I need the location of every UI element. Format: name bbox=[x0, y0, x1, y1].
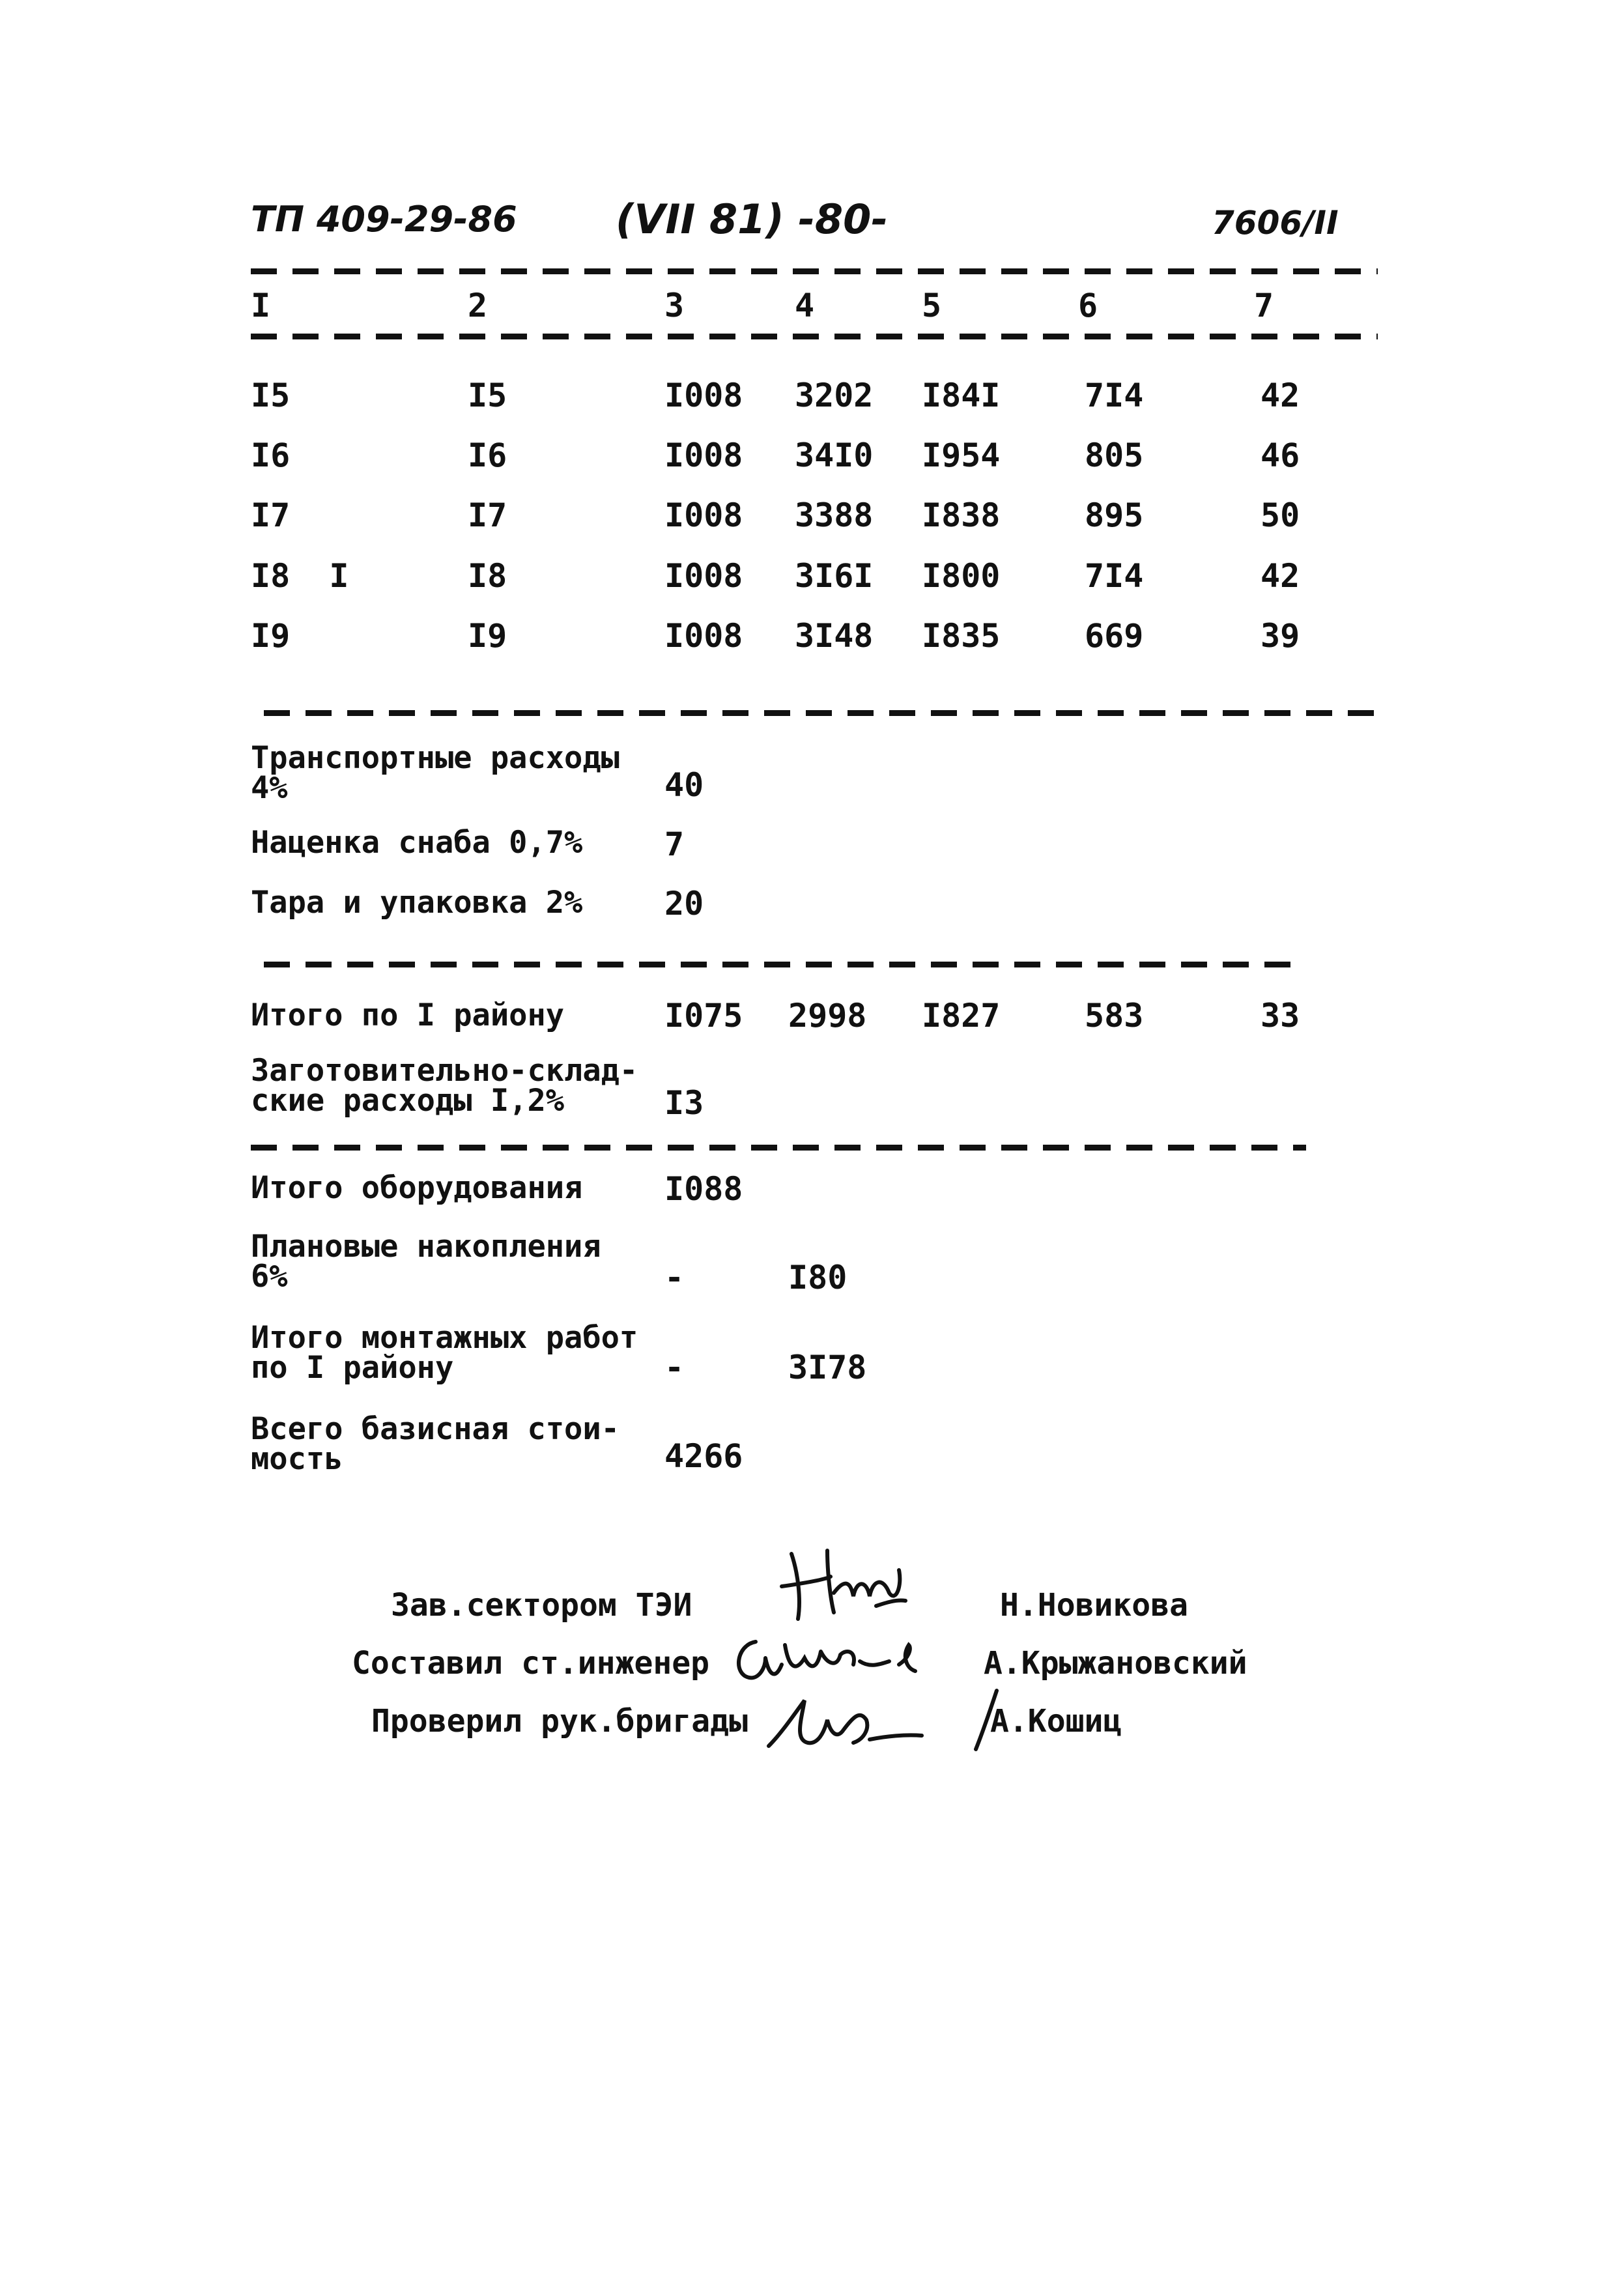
col-header-4: 4 bbox=[795, 287, 815, 324]
divider bbox=[251, 268, 1378, 274]
col-header-5: 5 bbox=[922, 287, 942, 324]
cell: I5 bbox=[468, 377, 507, 414]
signature-role: Проверил рук.бригады bbox=[371, 1703, 748, 1739]
cell: I838 bbox=[922, 496, 1001, 534]
cell: I6 bbox=[468, 437, 507, 474]
summary-label: 4% bbox=[251, 770, 288, 806]
cell: I9 bbox=[468, 617, 507, 655]
col-header-3: 3 bbox=[664, 287, 685, 324]
divider bbox=[264, 962, 1306, 967]
signature-role: Зав.сектором ТЭИ bbox=[391, 1587, 692, 1624]
summary-value: I827 bbox=[922, 997, 1001, 1035]
col-header-7: 7 bbox=[1254, 287, 1274, 324]
summary-label: ские расходы I,2% bbox=[251, 1083, 565, 1119]
cell: 50 bbox=[1261, 496, 1300, 534]
cell: 34I0 bbox=[795, 437, 874, 474]
cell: I008 bbox=[664, 377, 743, 414]
summary-value: 7 bbox=[664, 825, 685, 863]
summary-value: 583 bbox=[1085, 997, 1144, 1035]
summary-value: - bbox=[664, 1349, 685, 1386]
cell: I800 bbox=[922, 557, 1001, 595]
signature-role: Составил ст.инженер bbox=[352, 1645, 710, 1682]
divider bbox=[264, 710, 1378, 716]
cell: I008 bbox=[664, 496, 743, 534]
summary-value: 20 bbox=[664, 885, 704, 923]
sheet-code: 7606/II bbox=[1212, 204, 1339, 242]
cell: I8 I bbox=[251, 557, 349, 595]
cell: 805 bbox=[1085, 437, 1144, 474]
signature-name: А.Кошиц bbox=[990, 1703, 1122, 1739]
divider bbox=[251, 1145, 1306, 1151]
summary-label: Наценка снаба 0,7% bbox=[251, 825, 583, 861]
cell: I954 bbox=[922, 437, 1001, 474]
cell: 7I4 bbox=[1085, 557, 1144, 595]
cell: I7 bbox=[468, 496, 507, 534]
handwritten-signature-icon bbox=[772, 1541, 922, 1632]
cell: I008 bbox=[664, 617, 743, 655]
cell: I7 bbox=[251, 496, 291, 534]
col-header-6: 6 bbox=[1078, 287, 1098, 324]
summary-value: 4266 bbox=[664, 1437, 743, 1475]
summary-label: Всего базисная стои- bbox=[251, 1411, 620, 1447]
cell: 46 bbox=[1261, 437, 1300, 474]
divider bbox=[251, 334, 1378, 339]
cell: 895 bbox=[1085, 496, 1144, 534]
signature-name: А.Крыжановский bbox=[984, 1645, 1247, 1682]
cell: 3202 bbox=[795, 377, 874, 414]
cell: 3I6I bbox=[795, 557, 874, 595]
cell: 7I4 bbox=[1085, 377, 1144, 414]
cell: I008 bbox=[664, 437, 743, 474]
summary-label: Итого оборудования bbox=[251, 1170, 583, 1206]
summary-value: 3I78 bbox=[788, 1349, 867, 1386]
cell: I9 bbox=[251, 617, 291, 655]
cell: 3I48 bbox=[795, 617, 874, 655]
cell: 39 bbox=[1261, 617, 1300, 655]
cell: 42 bbox=[1261, 377, 1300, 414]
summary-label: Заготовительно-склад- bbox=[251, 1053, 638, 1089]
summary-value: 33 bbox=[1261, 997, 1300, 1035]
cell: I835 bbox=[922, 617, 1001, 655]
col-header-2: 2 bbox=[468, 287, 488, 324]
summary-label: 6% bbox=[251, 1259, 288, 1295]
summary-value: I3 bbox=[664, 1084, 704, 1122]
cell: I008 bbox=[664, 557, 743, 595]
cell: 3388 bbox=[795, 496, 874, 534]
signature-name: Н.Новикова bbox=[1000, 1587, 1188, 1624]
summary-value: I075 bbox=[664, 997, 743, 1035]
summary-label: по I району bbox=[251, 1350, 454, 1386]
handwritten-signature-icon bbox=[756, 1681, 951, 1766]
summary-value: I088 bbox=[664, 1170, 743, 1208]
summary-label: Итого монтажных работ bbox=[251, 1320, 638, 1356]
cell: I6 bbox=[251, 437, 291, 474]
cell: I84I bbox=[922, 377, 1001, 414]
page-number: (VII 81) -80- bbox=[616, 195, 888, 243]
summary-label: Плановые накопления bbox=[251, 1229, 601, 1265]
cell: 669 bbox=[1085, 617, 1144, 655]
summary-value: 2998 bbox=[788, 997, 867, 1035]
cell: 42 bbox=[1261, 557, 1300, 595]
summary-value: 40 bbox=[664, 766, 704, 804]
col-header-1: I bbox=[251, 287, 271, 324]
summary-label: мость bbox=[251, 1441, 343, 1477]
cell: I5 bbox=[251, 377, 291, 414]
doc-code: ТП 409-29-86 bbox=[251, 199, 517, 240]
summary-label: Транспортные расходы bbox=[251, 740, 620, 776]
summary-label: Итого по I району bbox=[251, 997, 565, 1033]
cell: I8 bbox=[468, 557, 507, 595]
summary-value: I80 bbox=[788, 1259, 848, 1296]
summary-label: Тара и упаковка 2% bbox=[251, 885, 583, 921]
summary-value: - bbox=[664, 1259, 685, 1296]
